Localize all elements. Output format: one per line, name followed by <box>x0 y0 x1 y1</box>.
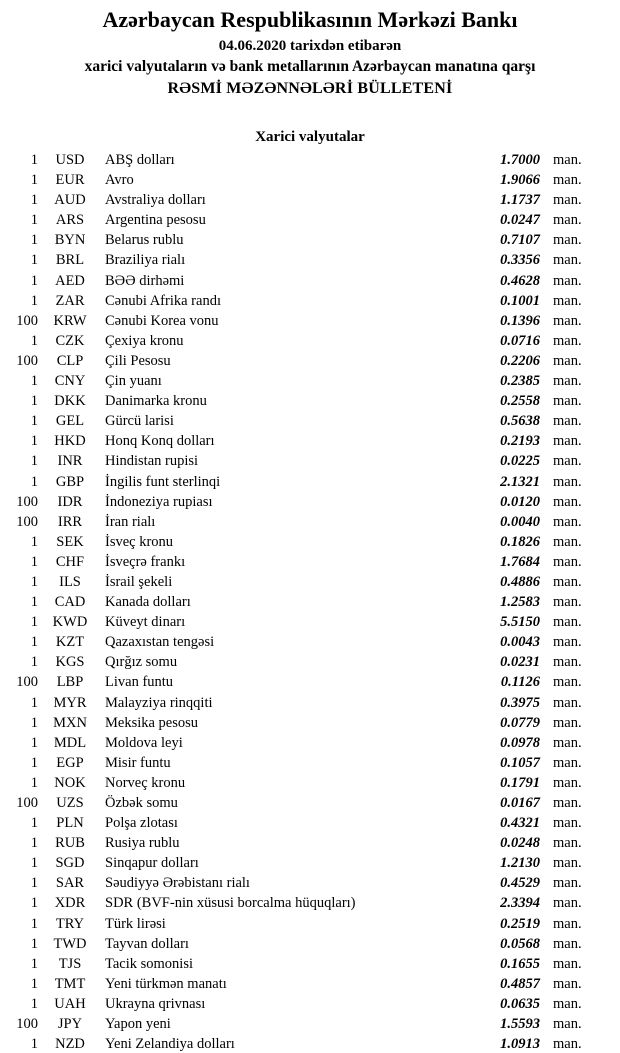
table-row <box>0 994 592 1014</box>
quantity: 1 <box>30 1036 38 1053</box>
quantity: 1 <box>30 152 38 168</box>
rate-value: 0.1396 <box>500 312 540 329</box>
currency-name: Türk lirəsi <box>105 915 166 932</box>
table-row <box>0 391 592 411</box>
currency-name: İsveçrə frankı <box>105 553 186 570</box>
currency-code: ZAR <box>55 292 85 309</box>
quantity: 1 <box>30 875 38 892</box>
rate-unit: man. <box>553 292 582 309</box>
quantity: 1 <box>30 694 38 711</box>
currency-code: INR <box>57 453 83 470</box>
currency-name: Gürcü larisi <box>105 413 174 430</box>
currency-name: Cənubi Afrika randı <box>105 292 221 309</box>
currency-code: EGP <box>56 754 84 771</box>
currency-code: USD <box>55 152 85 168</box>
rate-unit: man. <box>553 754 582 771</box>
rate-unit: man. <box>553 453 582 470</box>
currency-name: Sinqapur dolları <box>105 855 199 872</box>
currency-code: TRY <box>55 915 85 932</box>
table-row <box>0 572 592 592</box>
table-row <box>0 713 592 733</box>
currency-name: İndoneziya rupiası <box>105 493 213 510</box>
currency-name: İngilis funt sterlinqi <box>105 473 221 490</box>
rate-value: 0.2558 <box>500 393 540 410</box>
rate-value: 2.1321 <box>500 473 540 490</box>
currency-name: Avro <box>105 172 134 189</box>
rate-unit: man. <box>553 594 582 611</box>
rate-value: 1.7684 <box>500 553 540 570</box>
currency-code: EUR <box>55 172 85 189</box>
rate-unit: man. <box>553 553 582 570</box>
table-row <box>0 431 592 451</box>
rate-unit: man. <box>553 674 582 691</box>
rate-value: 0.4886 <box>500 573 540 590</box>
quantity: 1 <box>30 332 38 349</box>
currency-code: PLN <box>56 815 84 832</box>
rate-value: 1.2583 <box>500 594 540 611</box>
rate-unit: man. <box>553 694 582 711</box>
currency-name: Meksika pesosu <box>105 714 199 731</box>
currency-code: BRL <box>55 252 85 269</box>
rate-value: 0.0040 <box>500 513 540 530</box>
rate-value: 0.2193 <box>500 433 540 450</box>
rate-unit: man. <box>553 714 582 731</box>
currency-code: AUD <box>54 192 86 209</box>
rate-unit: man. <box>553 955 582 972</box>
effective-date-line: 04.06.2020 tarixdən etibarən <box>218 38 402 54</box>
currency-code: DKK <box>54 393 86 410</box>
quantity: 1 <box>30 473 38 490</box>
rate-unit: man. <box>553 332 582 349</box>
table-row <box>0 371 592 391</box>
quantity: 1 <box>30 373 38 390</box>
currency-name: Rusiya rublu <box>105 835 180 852</box>
rate-unit: man. <box>553 212 582 229</box>
currency-code: RUB <box>55 835 85 852</box>
rate-unit: man. <box>553 352 582 369</box>
rate-value: 1.1737 <box>500 192 540 209</box>
table-row <box>0 652 592 672</box>
currency-name: Tacik somonisi <box>105 955 193 972</box>
currency-name: İsveç kronu <box>105 533 174 550</box>
currency-name: Livan funtu <box>105 674 174 691</box>
quantity: 1 <box>30 272 38 289</box>
bulletin-title: RƏSMİ MƏZƏNNƏLƏRİ BÜLLETENİ <box>167 80 453 97</box>
currency-name: Qırğız somu <box>105 654 178 671</box>
rate-value: 0.4529 <box>500 875 540 892</box>
quantity: 100 <box>16 513 38 530</box>
currency-code: IDR <box>57 493 83 510</box>
rate-value: 0.0247 <box>500 212 540 229</box>
quantity: 100 <box>16 352 38 369</box>
rate-value: 0.7107 <box>500 232 540 249</box>
currency-name: Polşa zlotası <box>105 815 178 832</box>
currency-name: Özbək somu <box>105 795 178 811</box>
quantity: 100 <box>16 674 38 691</box>
currency-name: SDR (BVF-nin xüsusi borcalma hüquqları) <box>105 895 356 912</box>
rate-unit: man. <box>553 172 582 189</box>
rate-unit: man. <box>553 734 582 751</box>
quantity: 1 <box>30 393 38 410</box>
currency-code: CHF <box>55 553 85 570</box>
rate-unit: man. <box>553 855 582 872</box>
rate-unit: man. <box>553 654 582 671</box>
rate-value: 0.1655 <box>500 955 540 972</box>
table-row <box>0 492 592 512</box>
currency-code: NOK <box>54 774 86 791</box>
currency-name: Çili Pesosu <box>105 352 171 369</box>
bulletin-subtitle: xarici valyutaların və bank metallarının Azərbaycan manatına qarşı <box>84 58 536 75</box>
rate-unit: man. <box>553 413 582 430</box>
quantity: 1 <box>30 975 38 992</box>
rate-value: 5.5150 <box>500 614 540 631</box>
rate-unit: man. <box>553 252 582 269</box>
rate-unit: man. <box>553 795 582 811</box>
rate-value: 0.0248 <box>500 835 540 852</box>
currency-name: Avstraliya dolları <box>105 192 206 209</box>
quantity: 1 <box>30 453 38 470</box>
table-row <box>0 250 592 270</box>
rate-unit: man. <box>553 915 582 932</box>
currency-name: Belarus rublu <box>105 232 184 249</box>
rate-unit: man. <box>553 473 582 490</box>
currency-code: GEL <box>55 413 85 430</box>
rate-unit: man. <box>553 373 582 390</box>
currency-code: HKD <box>54 433 86 450</box>
currency-code: TWD <box>53 935 87 952</box>
quantity: 100 <box>16 493 38 510</box>
rate-unit: man. <box>553 533 582 550</box>
quantity: 1 <box>30 915 38 932</box>
rate-value: 0.4321 <box>500 815 540 832</box>
table-row <box>0 170 592 190</box>
table-row <box>0 954 592 974</box>
rate-value: 0.0225 <box>500 453 540 470</box>
rate-value: 0.3975 <box>500 694 540 711</box>
rate-value: 0.0043 <box>500 634 540 651</box>
rate-unit: man. <box>553 192 582 209</box>
rate-value: 0.0120 <box>500 493 540 510</box>
table-row <box>0 311 592 331</box>
table-row <box>0 934 592 954</box>
currency-name: Misir funtu <box>105 754 171 771</box>
currency-code: UZS <box>56 795 84 811</box>
currency-code: MXN <box>53 714 87 731</box>
rate-unit: man. <box>553 152 582 168</box>
bank-title: Azərbaycan Respublikasının Mərkəzi Bankı <box>102 7 518 32</box>
rate-unit: man. <box>553 1016 582 1033</box>
quantity: 1 <box>30 835 38 852</box>
rate-value: 2.3394 <box>500 895 540 912</box>
table-row <box>0 853 592 873</box>
quantity: 1 <box>30 533 38 550</box>
currency-name: BƏƏ dirhəmi <box>105 272 185 289</box>
currency-code: KGS <box>55 654 85 671</box>
currency-code: IRR <box>57 513 83 530</box>
rate-value: 1.7000 <box>500 152 540 168</box>
section-title-foreign-currencies: Xarici valyutalar <box>255 129 365 145</box>
currency-name: ABŞ dolları <box>105 152 175 168</box>
quantity: 1 <box>30 955 38 972</box>
quantity: 1 <box>30 252 38 269</box>
quantity: 100 <box>16 795 38 811</box>
currency-code: KRW <box>53 312 87 329</box>
rate-value: 1.9066 <box>500 172 540 189</box>
currency-code: AED <box>55 272 85 289</box>
currency-name: Braziliya rialı <box>105 252 186 269</box>
quantity: 1 <box>30 614 38 631</box>
currency-code: CZK <box>55 332 85 349</box>
table-row <box>0 773 592 793</box>
quantity: 1 <box>30 815 38 832</box>
table-row <box>0 291 592 311</box>
rate-value: 0.0231 <box>500 654 540 671</box>
quantity: 1 <box>30 553 38 570</box>
rate-unit: man. <box>553 312 582 329</box>
rate-unit: man. <box>553 774 582 791</box>
table-row <box>0 873 592 893</box>
quantity: 1 <box>30 734 38 751</box>
rate-value: 1.2130 <box>500 855 540 872</box>
table-row <box>0 150 592 170</box>
table-row <box>0 793 592 813</box>
rate-unit: man. <box>553 393 582 410</box>
quantity: 100 <box>16 312 38 329</box>
currency-name: Yapon yeni <box>105 1016 171 1033</box>
rate-unit: man. <box>553 995 582 1012</box>
quantity: 1 <box>30 172 38 189</box>
quantity: 1 <box>30 594 38 611</box>
table-row <box>0 1034 592 1053</box>
currency-name: Malayziya rinqqiti <box>105 694 213 711</box>
quantity: 1 <box>30 654 38 671</box>
quantity: 1 <box>30 573 38 590</box>
currency-code: ILS <box>59 573 81 590</box>
currency-name: Tayvan dolları <box>105 935 189 952</box>
table-row <box>0 612 592 632</box>
table-row <box>0 552 592 572</box>
table-row <box>0 351 592 371</box>
currency-code: UAH <box>54 995 86 1012</box>
rate-unit: man. <box>553 935 582 952</box>
table-row <box>0 472 592 492</box>
rate-value: 0.0716 <box>500 332 540 349</box>
document-header <box>0 0 620 99</box>
currency-code: KWD <box>52 614 88 631</box>
currency-code: SEK <box>56 533 84 550</box>
quantity: 1 <box>30 292 38 309</box>
currency-code: MYR <box>53 694 87 711</box>
currency-code: NZD <box>55 1036 85 1053</box>
currency-code: TJS <box>58 955 82 972</box>
rate-value: 0.0635 <box>500 995 540 1012</box>
quantity: 1 <box>30 192 38 209</box>
rate-value: 0.1826 <box>500 533 540 550</box>
rate-value: 0.5638 <box>500 413 540 430</box>
rate-unit: man. <box>553 835 582 852</box>
rate-value: 0.0779 <box>500 714 540 731</box>
rate-value: 0.1791 <box>500 774 540 791</box>
currency-code: KZT <box>55 634 85 651</box>
currency-name: Honq Konq dolları <box>105 433 215 450</box>
table-row <box>0 632 592 652</box>
currency-code: SAR <box>55 875 85 892</box>
rate-value: 0.2385 <box>500 373 540 390</box>
quantity: 1 <box>30 855 38 872</box>
rate-value: 0.2206 <box>500 352 540 369</box>
rate-unit: man. <box>553 815 582 832</box>
table-row <box>0 813 592 833</box>
currency-name: Danimarka kronu <box>105 393 207 410</box>
quantity: 1 <box>30 935 38 952</box>
table-row <box>0 672 592 692</box>
table-row <box>0 230 592 250</box>
table-row <box>0 190 592 210</box>
currency-name: Argentina pesosu <box>105 212 206 229</box>
currency-code: SGD <box>55 855 85 872</box>
currency-code: LBP <box>56 674 84 691</box>
currency-code: CAD <box>54 594 86 611</box>
currency-name: Kanada dolları <box>105 594 191 611</box>
table-row <box>0 833 592 853</box>
currency-name: İsrail şekeli <box>105 573 173 590</box>
currency-code: GBP <box>55 473 85 490</box>
currency-name: Moldova leyi <box>105 734 183 751</box>
rate-unit: man. <box>553 975 582 992</box>
quantity: 1 <box>30 212 38 229</box>
rate-unit: man. <box>553 433 582 450</box>
table-row <box>0 512 592 532</box>
table-row <box>0 914 592 934</box>
currency-name: Yeni Zelandiya dolları <box>105 1036 235 1053</box>
table-row <box>0 451 592 471</box>
currency-code: CNY <box>54 373 86 390</box>
currency-code: JPY <box>57 1016 83 1033</box>
table-row <box>0 331 592 351</box>
currency-code: XDR <box>54 895 86 912</box>
currency-code: MDL <box>53 734 87 751</box>
quantity: 1 <box>30 714 38 731</box>
currency-name: Ukrayna qrivnası <box>105 995 206 1012</box>
rate-value: 0.3356 <box>500 252 540 269</box>
rate-unit: man. <box>553 272 582 289</box>
table-row <box>0 753 592 773</box>
rate-value: 0.0167 <box>500 795 540 811</box>
rate-value: 0.4857 <box>500 975 540 992</box>
currency-name: Qazaxıstan tengəsi <box>105 634 215 651</box>
currency-name: Səudiyyə Ərəbistanı rialı <box>105 875 250 892</box>
currency-name: Hindistan rupisi <box>105 453 199 470</box>
table-row <box>0 271 592 291</box>
rate-value: 0.4628 <box>500 272 540 289</box>
quantity: 1 <box>30 774 38 791</box>
rate-unit: man. <box>553 875 582 892</box>
table-row <box>0 974 592 994</box>
currency-code: ARS <box>55 212 85 229</box>
currency-name: Çexiya kronu <box>105 332 184 349</box>
currency-name: Yeni türkmən manatı <box>105 975 227 992</box>
table-row <box>0 693 592 713</box>
rate-unit: man. <box>553 573 582 590</box>
quantity: 1 <box>30 895 38 912</box>
rate-unit: man. <box>553 232 582 249</box>
rate-unit: man. <box>553 1036 582 1053</box>
table-row <box>0 1014 592 1034</box>
currency-name: Norveç kronu <box>105 774 186 791</box>
quantity: 1 <box>30 413 38 430</box>
table-row <box>0 893 592 913</box>
rate-unit: man. <box>553 614 582 631</box>
currency-code: TMT <box>54 975 86 992</box>
rate-unit: man. <box>553 513 582 530</box>
quantity: 1 <box>30 754 38 771</box>
rate-value: 0.0568 <box>500 935 540 952</box>
table-row <box>0 532 592 552</box>
rate-value: 0.1126 <box>500 674 540 691</box>
rates-table <box>0 150 620 1053</box>
currency-name: İran rialı <box>105 513 156 530</box>
rate-value: 0.1057 <box>500 754 540 771</box>
rate-unit: man. <box>553 634 582 651</box>
rate-value: 1.5593 <box>500 1016 540 1033</box>
currency-name: Çin yuanı <box>105 373 162 390</box>
quantity: 100 <box>16 1016 38 1033</box>
rate-value: 1.0913 <box>500 1036 540 1053</box>
currency-code: BYN <box>54 232 86 249</box>
quantity: 1 <box>30 232 38 249</box>
rate-value: 0.2519 <box>500 915 540 932</box>
quantity: 1 <box>30 634 38 651</box>
table-row <box>0 733 592 753</box>
table-row <box>0 411 592 431</box>
rate-unit: man. <box>553 493 582 510</box>
table-row <box>0 592 592 612</box>
quantity: 1 <box>30 433 38 450</box>
rate-value: 0.1001 <box>500 292 540 309</box>
quantity: 1 <box>30 995 38 1012</box>
rate-unit: man. <box>553 895 582 912</box>
currency-name: Cənubi Korea vonu <box>105 312 219 329</box>
currency-name: Küveyt dinarı <box>105 614 186 631</box>
rate-value: 0.0978 <box>500 734 540 751</box>
currency-code: CLP <box>56 352 84 369</box>
table-row <box>0 210 592 230</box>
